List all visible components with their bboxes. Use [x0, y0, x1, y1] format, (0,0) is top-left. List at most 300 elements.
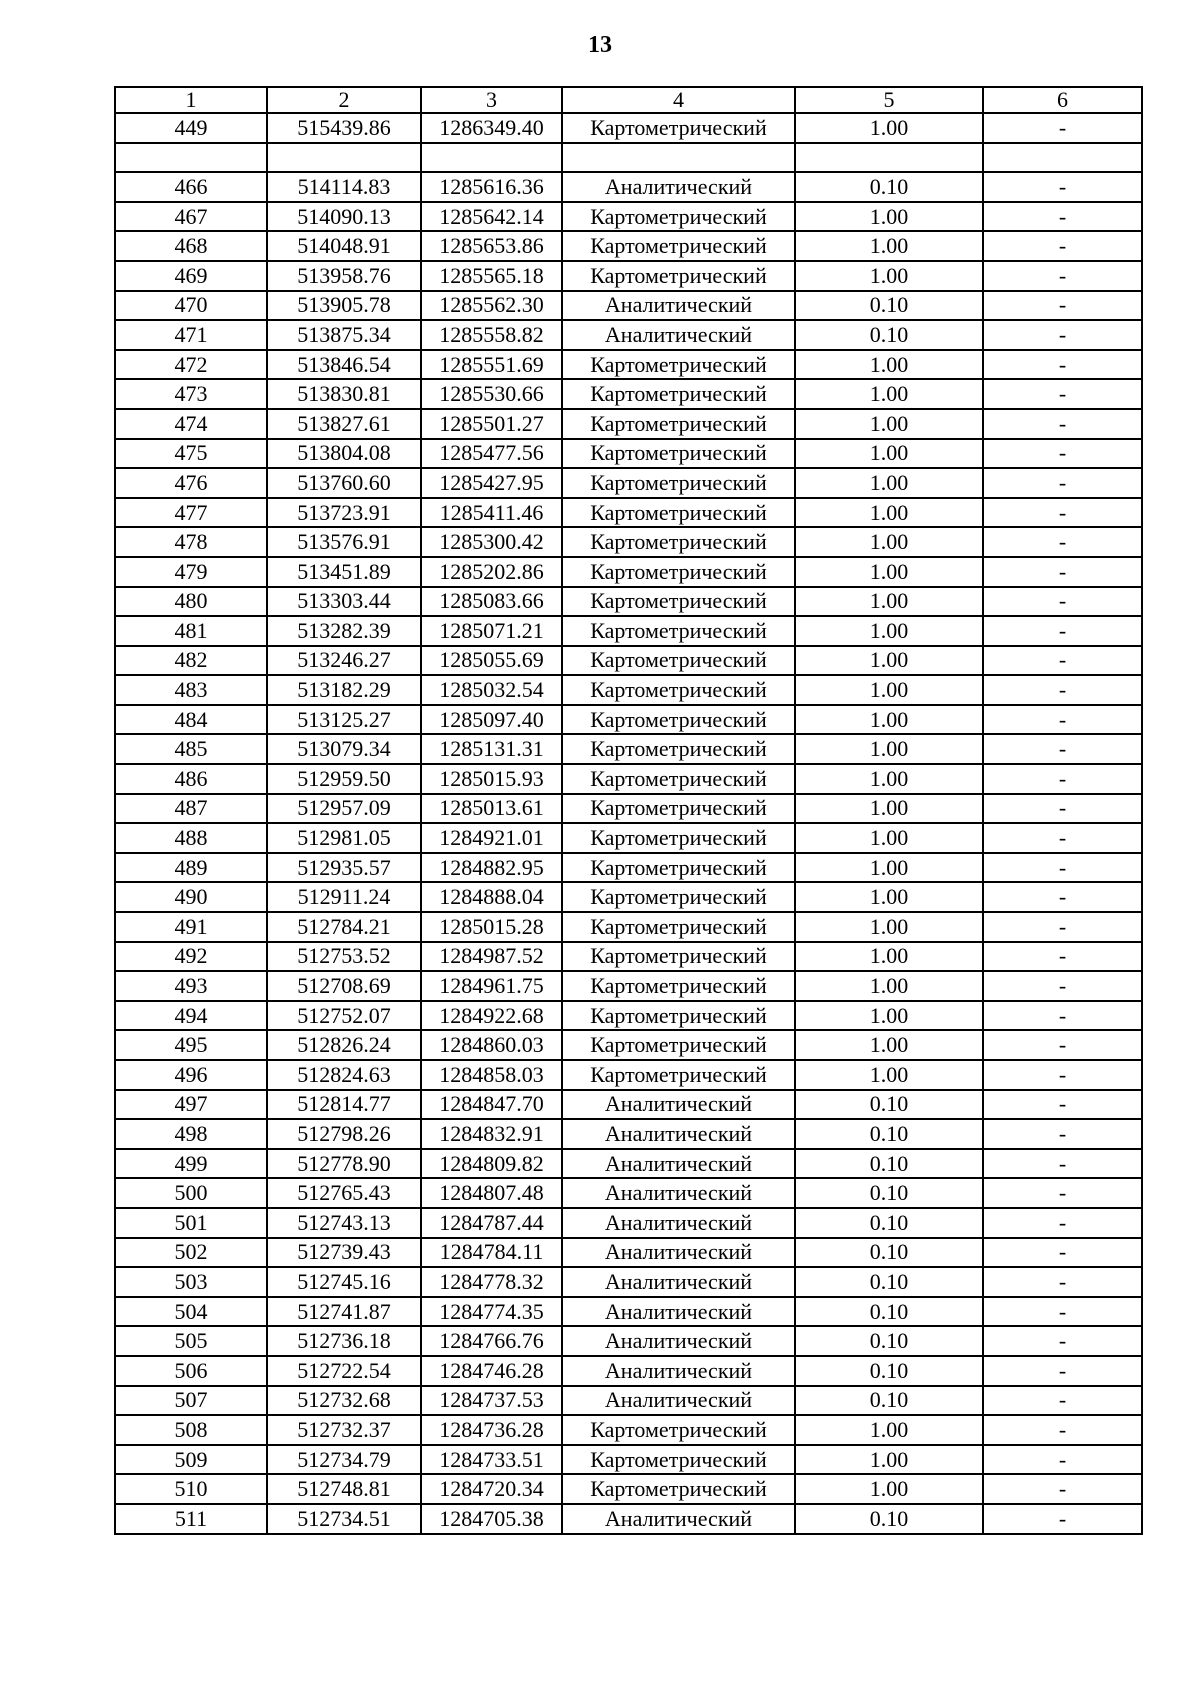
point-number-cell: 486	[115, 764, 267, 794]
y-coordinate-cell: 1284921.01	[421, 823, 562, 853]
y-coordinate-cell: 1284766.76	[421, 1326, 562, 1356]
method-cell	[562, 143, 795, 173]
method-cell: Аналитический	[562, 1297, 795, 1327]
x-coordinate-cell: 513723.91	[267, 498, 421, 528]
method-cell: Картометрический	[562, 113, 795, 143]
point-number-cell: 469	[115, 261, 267, 291]
method-cell: Картометрический	[562, 971, 795, 1001]
note-cell: -	[983, 439, 1142, 469]
note-cell: -	[983, 1445, 1142, 1475]
y-coordinate-cell: 1285015.28	[421, 912, 562, 942]
x-coordinate-cell: 512732.68	[267, 1386, 421, 1416]
x-coordinate-cell: 512959.50	[267, 764, 421, 794]
point-number-cell: 493	[115, 971, 267, 1001]
y-coordinate-cell: 1285427.95	[421, 468, 562, 498]
x-coordinate-cell: 513958.76	[267, 261, 421, 291]
point-number-cell: 496	[115, 1060, 267, 1090]
table-row	[115, 1445, 1142, 1475]
table-row	[115, 320, 1142, 350]
x-coordinate-cell: 512753.52	[267, 942, 421, 972]
method-cell: Картометрический	[562, 616, 795, 646]
y-coordinate-cell: 1285015.93	[421, 764, 562, 794]
y-coordinate-cell: 1284922.68	[421, 1001, 562, 1031]
method-cell: Картометрический	[562, 1060, 795, 1090]
x-coordinate-cell: 513451.89	[267, 557, 421, 587]
accuracy-cell: 1.00	[795, 1001, 983, 1031]
note-cell: -	[983, 1030, 1142, 1060]
accuracy-cell: 1.00	[795, 202, 983, 232]
note-cell: -	[983, 557, 1142, 587]
x-coordinate-cell: 512778.90	[267, 1149, 421, 1179]
x-coordinate-cell: 514090.13	[267, 202, 421, 232]
table-row	[115, 794, 1142, 824]
method-cell: Картометрический	[562, 468, 795, 498]
method-cell: Картометрический	[562, 1445, 795, 1475]
method-cell: Картометрический	[562, 231, 795, 261]
table-row	[115, 1149, 1142, 1179]
x-coordinate-cell: 512748.81	[267, 1474, 421, 1504]
y-coordinate-cell: 1285055.69	[421, 646, 562, 676]
y-coordinate-cell: 1285411.46	[421, 498, 562, 528]
accuracy-cell: 1.00	[795, 882, 983, 912]
point-number-cell: 504	[115, 1297, 267, 1327]
method-cell: Картометрический	[562, 1415, 795, 1445]
point-number-cell: 497	[115, 1090, 267, 1120]
accuracy-cell: 0.10	[795, 1149, 983, 1179]
note-cell: -	[983, 1149, 1142, 1179]
note-cell: -	[983, 1386, 1142, 1416]
method-cell: Аналитический	[562, 1326, 795, 1356]
point-number-cell: 500	[115, 1178, 267, 1208]
method-cell: Картометрический	[562, 1030, 795, 1060]
y-coordinate-cell: 1286349.40	[421, 113, 562, 143]
point-number-cell: 490	[115, 882, 267, 912]
x-coordinate-cell: 512734.51	[267, 1504, 421, 1534]
x-coordinate-cell: 512981.05	[267, 823, 421, 853]
note-cell: -	[983, 587, 1142, 617]
method-cell: Картометрический	[562, 882, 795, 912]
table-row	[115, 675, 1142, 705]
table-row	[115, 261, 1142, 291]
y-coordinate-cell: 1285562.30	[421, 291, 562, 321]
x-coordinate-cell: 513875.34	[267, 320, 421, 350]
table-row	[115, 231, 1142, 261]
note-cell: -	[983, 1119, 1142, 1149]
x-coordinate-cell: 513246.27	[267, 646, 421, 676]
accuracy-cell: 1.00	[795, 912, 983, 942]
method-cell: Аналитический	[562, 1119, 795, 1149]
accuracy-cell: 1.00	[795, 675, 983, 705]
method-cell: Картометрический	[562, 409, 795, 439]
point-number-cell: 503	[115, 1267, 267, 1297]
note-cell: -	[983, 1326, 1142, 1356]
accuracy-cell: 1.00	[795, 1474, 983, 1504]
table-row	[115, 291, 1142, 321]
method-cell: Аналитический	[562, 1356, 795, 1386]
method-cell: Аналитический	[562, 320, 795, 350]
y-coordinate-cell: 1284832.91	[421, 1119, 562, 1149]
y-coordinate-cell: 1284784.11	[421, 1238, 562, 1268]
point-number-cell: 473	[115, 379, 267, 409]
accuracy-cell: 1.00	[795, 616, 983, 646]
table-header	[115, 87, 1142, 113]
y-coordinate-cell: 1285653.86	[421, 231, 562, 261]
accuracy-cell: 0.10	[795, 1504, 983, 1534]
point-number-cell: 491	[115, 912, 267, 942]
table-row	[115, 557, 1142, 587]
y-coordinate-cell: 1284737.53	[421, 1386, 562, 1416]
table-row	[115, 1474, 1142, 1504]
table-row	[115, 350, 1142, 380]
accuracy-cell: 1.00	[795, 1030, 983, 1060]
accuracy-cell: 1.00	[795, 261, 983, 291]
accuracy-cell: 1.00	[795, 498, 983, 528]
x-coordinate-cell: 512736.18	[267, 1326, 421, 1356]
method-cell: Картометрический	[562, 1474, 795, 1504]
point-number-cell: 482	[115, 646, 267, 676]
accuracy-cell: 0.10	[795, 1267, 983, 1297]
accuracy-cell: 1.00	[795, 379, 983, 409]
x-coordinate-cell: 513760.60	[267, 468, 421, 498]
y-coordinate-cell: 1284807.48	[421, 1178, 562, 1208]
column-header: 1	[115, 87, 267, 113]
y-coordinate-cell: 1284746.28	[421, 1356, 562, 1386]
accuracy-cell: 1.00	[795, 646, 983, 676]
method-cell: Картометрический	[562, 794, 795, 824]
note-cell: -	[983, 942, 1142, 972]
table-row	[115, 1001, 1142, 1031]
point-number-cell: 474	[115, 409, 267, 439]
table-row	[115, 1504, 1142, 1534]
y-coordinate-cell: 1285013.61	[421, 794, 562, 824]
point-number-cell: 507	[115, 1386, 267, 1416]
note-cell: -	[983, 320, 1142, 350]
table-row	[115, 1030, 1142, 1060]
note-cell: -	[983, 350, 1142, 380]
point-number-cell: 470	[115, 291, 267, 321]
note-cell: -	[983, 675, 1142, 705]
x-coordinate-cell: 512935.57	[267, 853, 421, 883]
x-coordinate-cell	[267, 143, 421, 173]
note-cell: -	[983, 113, 1142, 143]
method-cell: Картометрический	[562, 202, 795, 232]
page-number: 13	[588, 32, 612, 58]
y-coordinate-cell: 1285616.36	[421, 172, 562, 202]
point-number-cell: 479	[115, 557, 267, 587]
note-cell: -	[983, 971, 1142, 1001]
point-number-cell: 508	[115, 1415, 267, 1445]
accuracy-cell: 0.10	[795, 1178, 983, 1208]
table-row	[115, 1238, 1142, 1268]
x-coordinate-cell: 512824.63	[267, 1060, 421, 1090]
accuracy-cell: 0.10	[795, 320, 983, 350]
y-coordinate-cell: 1284736.28	[421, 1415, 562, 1445]
point-number-cell: 494	[115, 1001, 267, 1031]
y-coordinate-cell: 1284860.03	[421, 1030, 562, 1060]
x-coordinate-cell: 512784.21	[267, 912, 421, 942]
accuracy-cell: 0.10	[795, 172, 983, 202]
table-row	[115, 1178, 1142, 1208]
accuracy-cell: 1.00	[795, 705, 983, 735]
table-row	[115, 468, 1142, 498]
x-coordinate-cell: 513827.61	[267, 409, 421, 439]
table-row	[115, 1060, 1142, 1090]
method-cell: Аналитический	[562, 1208, 795, 1238]
x-coordinate-cell: 513079.34	[267, 734, 421, 764]
accuracy-cell: 1.00	[795, 794, 983, 824]
column-header: 3	[421, 87, 562, 113]
x-coordinate-cell: 512745.16	[267, 1267, 421, 1297]
point-number-cell: 505	[115, 1326, 267, 1356]
x-coordinate-cell: 513804.08	[267, 439, 421, 469]
method-cell: Картометрический	[562, 379, 795, 409]
method-cell: Картометрический	[562, 912, 795, 942]
accuracy-cell: 1.00	[795, 823, 983, 853]
accuracy-cell: 1.00	[795, 942, 983, 972]
accuracy-cell: 0.10	[795, 1326, 983, 1356]
table-row	[115, 439, 1142, 469]
accuracy-cell: 0.10	[795, 1297, 983, 1327]
note-cell: -	[983, 1090, 1142, 1120]
point-number-cell: 484	[115, 705, 267, 735]
accuracy-cell: 1.00	[795, 853, 983, 883]
x-coordinate-cell: 513846.54	[267, 350, 421, 380]
table-row	[115, 882, 1142, 912]
y-coordinate-cell: 1284858.03	[421, 1060, 562, 1090]
point-number-cell: 489	[115, 853, 267, 883]
accuracy-cell: 1.00	[795, 587, 983, 617]
x-coordinate-cell: 512743.13	[267, 1208, 421, 1238]
y-coordinate-cell: 1284961.75	[421, 971, 562, 1001]
point-number-cell: 510	[115, 1474, 267, 1504]
x-coordinate-cell: 514048.91	[267, 231, 421, 261]
table-row	[115, 587, 1142, 617]
table-row	[115, 971, 1142, 1001]
point-number-cell: 472	[115, 350, 267, 380]
accuracy-cell: 0.10	[795, 1238, 983, 1268]
x-coordinate-cell: 512722.54	[267, 1356, 421, 1386]
accuracy-cell: 1.00	[795, 527, 983, 557]
accuracy-cell: 0.10	[795, 1090, 983, 1120]
note-cell: -	[983, 1060, 1142, 1090]
point-number-cell: 475	[115, 439, 267, 469]
x-coordinate-cell: 512814.77	[267, 1090, 421, 1120]
x-coordinate-cell: 512798.26	[267, 1119, 421, 1149]
note-cell: -	[983, 912, 1142, 942]
point-number-cell: 487	[115, 794, 267, 824]
accuracy-cell: 1.00	[795, 468, 983, 498]
y-coordinate-cell: 1285565.18	[421, 261, 562, 291]
accuracy-cell: 0.10	[795, 1119, 983, 1149]
point-number-cell: 468	[115, 231, 267, 261]
table-body	[115, 113, 1142, 1534]
method-cell: Аналитический	[562, 291, 795, 321]
y-coordinate-cell: 1284787.44	[421, 1208, 562, 1238]
table-row	[115, 942, 1142, 972]
note-cell: -	[983, 202, 1142, 232]
table-row	[115, 823, 1142, 853]
y-coordinate-cell: 1284705.38	[421, 1504, 562, 1534]
column-header: 5	[795, 87, 983, 113]
accuracy-cell: 1.00	[795, 231, 983, 261]
note-cell: -	[983, 1504, 1142, 1534]
point-number-cell: 478	[115, 527, 267, 557]
accuracy-cell: 1.00	[795, 1060, 983, 1090]
y-coordinate-cell: 1285300.42	[421, 527, 562, 557]
y-coordinate-cell: 1285551.69	[421, 350, 562, 380]
method-cell: Аналитический	[562, 1267, 795, 1297]
note-cell: -	[983, 1297, 1142, 1327]
point-number-cell: 488	[115, 823, 267, 853]
x-coordinate-cell: 515439.86	[267, 113, 421, 143]
note-cell: -	[983, 823, 1142, 853]
note-cell: -	[983, 409, 1142, 439]
table-row	[115, 379, 1142, 409]
y-coordinate-cell: 1285131.31	[421, 734, 562, 764]
method-cell: Картометрический	[562, 853, 795, 883]
note-cell: -	[983, 1267, 1142, 1297]
note-cell: -	[983, 705, 1142, 735]
table-row	[115, 409, 1142, 439]
table-row	[115, 498, 1142, 528]
point-number-cell: 511	[115, 1504, 267, 1534]
note-cell: -	[983, 646, 1142, 676]
method-cell: Аналитический	[562, 1178, 795, 1208]
x-coordinate-cell: 513303.44	[267, 587, 421, 617]
method-cell: Аналитический	[562, 1386, 795, 1416]
point-number-cell: 492	[115, 942, 267, 972]
accuracy-cell: 1.00	[795, 409, 983, 439]
note-cell: -	[983, 527, 1142, 557]
point-number-cell	[115, 143, 267, 173]
column-header: 4	[562, 87, 795, 113]
method-cell: Картометрический	[562, 675, 795, 705]
x-coordinate-cell: 512826.24	[267, 1030, 421, 1060]
method-cell: Аналитический	[562, 1090, 795, 1120]
method-cell: Картометрический	[562, 439, 795, 469]
point-number-cell: 481	[115, 616, 267, 646]
y-coordinate-cell: 1284733.51	[421, 1445, 562, 1475]
x-coordinate-cell: 512752.07	[267, 1001, 421, 1031]
table-row	[115, 734, 1142, 764]
table-row	[115, 527, 1142, 557]
y-coordinate-cell: 1285071.21	[421, 616, 562, 646]
note-cell: -	[983, 1208, 1142, 1238]
y-coordinate-cell: 1285642.14	[421, 202, 562, 232]
y-coordinate-cell: 1284888.04	[421, 882, 562, 912]
accuracy-cell: 1.00	[795, 734, 983, 764]
method-cell: Картометрический	[562, 646, 795, 676]
table-row	[115, 143, 1142, 173]
y-coordinate-cell: 1285097.40	[421, 705, 562, 735]
method-cell: Аналитический	[562, 172, 795, 202]
table-row	[115, 646, 1142, 676]
point-number-cell: 502	[115, 1238, 267, 1268]
method-cell: Картометрический	[562, 705, 795, 735]
coordinates-table	[114, 86, 1143, 1535]
note-cell: -	[983, 1001, 1142, 1031]
point-number-cell: 483	[115, 675, 267, 705]
x-coordinate-cell: 513125.27	[267, 705, 421, 735]
point-number-cell: 498	[115, 1119, 267, 1149]
x-coordinate-cell: 512708.69	[267, 971, 421, 1001]
table-row	[115, 1326, 1142, 1356]
table-row	[115, 1415, 1142, 1445]
note-cell: -	[983, 734, 1142, 764]
method-cell: Картометрический	[562, 587, 795, 617]
y-coordinate-cell: 1285083.66	[421, 587, 562, 617]
note-cell: -	[983, 1238, 1142, 1268]
method-cell: Картометрический	[562, 557, 795, 587]
method-cell: Картометрический	[562, 823, 795, 853]
accuracy-cell: 1.00	[795, 1415, 983, 1445]
point-number-cell: 480	[115, 587, 267, 617]
note-cell: -	[983, 172, 1142, 202]
y-coordinate-cell	[421, 143, 562, 173]
x-coordinate-cell: 512732.37	[267, 1415, 421, 1445]
column-header: 2	[267, 87, 421, 113]
y-coordinate-cell: 1285501.27	[421, 409, 562, 439]
table-row	[115, 172, 1142, 202]
note-cell: -	[983, 882, 1142, 912]
method-cell: Картометрический	[562, 942, 795, 972]
table-row	[115, 616, 1142, 646]
method-cell: Аналитический	[562, 1149, 795, 1179]
point-number-cell: 501	[115, 1208, 267, 1238]
accuracy-cell: 1.00	[795, 557, 983, 587]
y-coordinate-cell: 1284809.82	[421, 1149, 562, 1179]
point-number-cell: 506	[115, 1356, 267, 1386]
table-row	[115, 764, 1142, 794]
table-row	[115, 1297, 1142, 1327]
accuracy-cell: 0.10	[795, 291, 983, 321]
method-cell: Картометрический	[562, 734, 795, 764]
point-number-cell: 466	[115, 172, 267, 202]
y-coordinate-cell: 1284778.32	[421, 1267, 562, 1297]
y-coordinate-cell: 1284847.70	[421, 1090, 562, 1120]
table-row	[115, 1090, 1142, 1120]
y-coordinate-cell: 1284987.52	[421, 942, 562, 972]
x-coordinate-cell: 513830.81	[267, 379, 421, 409]
x-coordinate-cell: 512739.43	[267, 1238, 421, 1268]
y-coordinate-cell: 1285477.56	[421, 439, 562, 469]
note-cell: -	[983, 794, 1142, 824]
x-coordinate-cell: 512911.24	[267, 882, 421, 912]
x-coordinate-cell: 512734.79	[267, 1445, 421, 1475]
x-coordinate-cell: 512765.43	[267, 1178, 421, 1208]
accuracy-cell: 1.00	[795, 971, 983, 1001]
table-row	[115, 853, 1142, 883]
accuracy-cell: 1.00	[795, 439, 983, 469]
table-row	[115, 113, 1142, 143]
note-cell: -	[983, 853, 1142, 883]
table-row	[115, 1386, 1142, 1416]
point-number-cell: 485	[115, 734, 267, 764]
point-number-cell: 477	[115, 498, 267, 528]
table-row	[115, 1208, 1142, 1238]
note-cell: -	[983, 468, 1142, 498]
accuracy-cell: 0.10	[795, 1356, 983, 1386]
note-cell: -	[983, 1356, 1142, 1386]
table-row	[115, 912, 1142, 942]
x-coordinate-cell: 512957.09	[267, 794, 421, 824]
note-cell: -	[983, 1178, 1142, 1208]
method-cell: Аналитический	[562, 1238, 795, 1268]
method-cell: Картометрический	[562, 1001, 795, 1031]
point-number-cell: 449	[115, 113, 267, 143]
table-row	[115, 1267, 1142, 1297]
note-cell: -	[983, 379, 1142, 409]
